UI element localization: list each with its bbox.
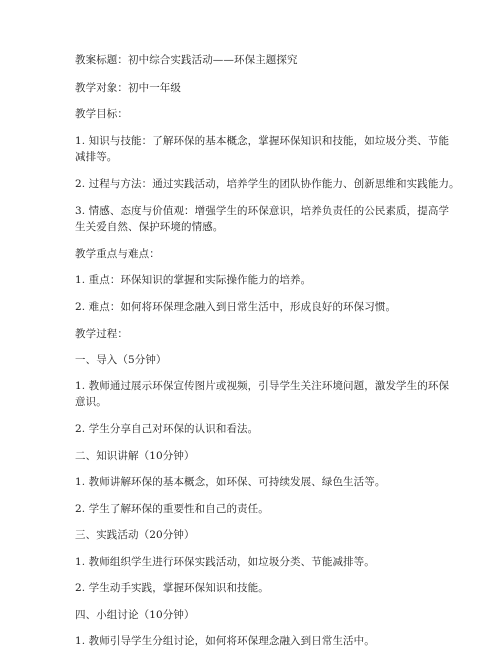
- teaching-target-audience: 教学对象：初中一年级: [75, 82, 181, 94]
- objective-1-line-1: 1. 知识与技能：了解环保的基本概念，掌握环保知识和技能，如垃圾分类、节能: [75, 135, 450, 147]
- objective-2: 2. 过程与方法：通过实践活动，培养学生的团队协作能力、创新思维和实践能力。: [75, 178, 460, 190]
- step-heading-discussion: 四、小组讨论（10分钟）: [75, 609, 195, 621]
- section-heading-objectives: 教学目标：: [75, 108, 128, 120]
- key-point-2: 2. 难点：如何将环保理念融入到日常生活中，形成良好的环保习惯。: [75, 301, 397, 313]
- lesson-title: 教案标题：初中综合实践活动——环保主题探究: [75, 54, 298, 66]
- intro-item-2: 2. 学生分享自己对环保的认识和看法。: [75, 423, 259, 435]
- discussion-item-1: 1. 教师引导学生分组讨论，如何将环保理念融入到日常生活中。: [75, 635, 375, 647]
- step-heading-knowledge: 二、知识讲解（10分钟）: [75, 450, 195, 462]
- step-heading-intro: 一、导入（5分钟）: [75, 354, 167, 366]
- objective-3-line-2: 生关爱自然、保护环境的情感。: [75, 221, 224, 233]
- key-point-1: 1. 重点：环保知识的掌握和实际操作能力的培养。: [75, 274, 312, 286]
- section-heading-process: 教学过程：: [75, 328, 128, 340]
- knowledge-item-1: 1. 教师讲解环保的基本概念，如环保、可持续发展、绿色生活等。: [75, 476, 386, 488]
- practice-item-2: 2. 学生动手实践，掌握环保知识和技能。: [75, 582, 269, 594]
- intro-item-1-line-1: 1. 教师通过展示环保宣传图片或视频，引导学生关注环境问题，激发学生的环保: [75, 380, 450, 392]
- intro-item-1-line-2: 意识。: [75, 396, 107, 408]
- section-heading-key-points: 教学重点与难点：: [75, 248, 160, 260]
- objective-3-line-1: 3. 情感、态度与价值观：增强学生的环保意识，培养负责任的公民素质，提高学: [75, 205, 450, 217]
- objective-1-line-2: 减排等。: [75, 151, 118, 163]
- step-heading-practice: 三、实践活动（20分钟）: [75, 529, 195, 541]
- knowledge-item-2: 2. 学生了解环保的重要性和自己的责任。: [75, 503, 269, 515]
- practice-item-1: 1. 教师组织学生进行环保实践活动，如垃圾分类、节能减排等。: [75, 556, 375, 568]
